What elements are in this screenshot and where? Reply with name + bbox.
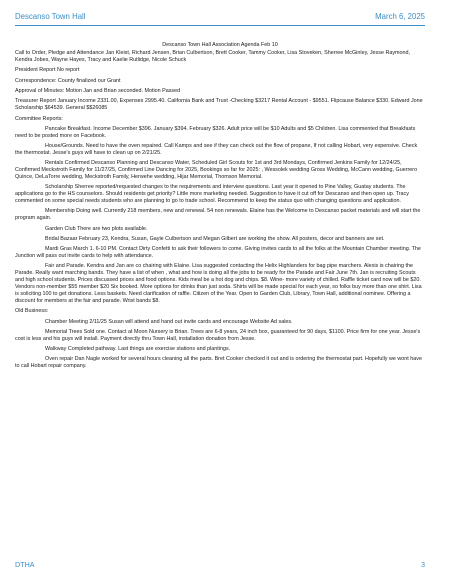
bridal-bazaar: Bridal Bazaar February 23, Kendra, Susan, Gayle Culbertson and Megan Gilbert are working the show. All posters, decor and banners are set. bbox=[45, 235, 385, 242]
chamber-meeting: Chamber Meeting 2/11/25 Susan will attend and hand out invite cards and encourage Website Ad sales. bbox=[45, 318, 293, 325]
rentals: Rentals Confirmed Descanso Planning and Descanso Water, Scheduled Girl Scouts for 1st and 3rd Mondays, Confirmed Jenkins Family for 12/24/25, Confirmed Meckstroth Family for 11/27/25, Confirmed Line Dancing for 2025, Bookings so far for 2025: , Wessolek wedding Gross Wedding, McCann wedding, Guerrero Quince, DeLaTorre wedding, Meckstroth Family, Herwehe wedding, Hijar Memorial, Thomson Memorial. bbox=[15, 160, 418, 181]
old-business-heading: Old Business: bbox=[15, 308, 49, 315]
document-body bbox=[15, 42, 425, 374]
president-report: President Report No report bbox=[15, 67, 80, 74]
scholarship: Scholarship Sherree reported/requested changes to the requirements and interview questions. Last year it opened to Pine Valley, Guatay students. The applications go to the HS counselors. Should residents get priority? Little more marketing needed. Suggestion to have it cut off for Descanso and then open up. Tracy commented on some special needs students who are planning to go to trade school. Recommend to keep the status quo with changing questions and application. bbox=[15, 184, 409, 205]
page-number: 3 bbox=[421, 560, 425, 569]
page-footer bbox=[15, 560, 425, 570]
mardi-gras: Mardi Gras March 1. 6-10 PM. Contact Dirty Confetti to ask their followers to come. Giving invites cards to all the folks at the Mountain Chamber meeting. The Junction will pass out invite cards to help with attendance. bbox=[15, 246, 421, 260]
walkway: Walkway Completed pathway. Last things are exercise stations and plantings. bbox=[45, 346, 231, 353]
oven-repair: Oven repair Dan Nagle worked for several hours cleaning all the parts. Bret Cooker checked it out and is ordering the thermostat part. Hopefully we wont have to call Hobart repair company. bbox=[15, 356, 422, 370]
attendance-paragraph: Call to Order, Pledge and Attendance Jan Kleist, Richard Jensen, Brian Culbertson, Brett Cooker, Tammy Cooker, Lisa Stoveken, Sherree McGinley, Jesse Raymond, Kendra Jobes, Wayne Hayes, Tracy and Kaelie Rutlidge, Nicole Schuck bbox=[15, 50, 411, 64]
footer-label: DTHA bbox=[15, 560, 35, 569]
agenda-title: Descanso Town Hall Association Agenda Feb 10 bbox=[162, 42, 278, 48]
approval-of-minutes: Approval of Minutes: Motion Jan and Brian seconded. Motion Passed bbox=[15, 88, 181, 94]
header-date: March 6, 2025 bbox=[375, 12, 425, 21]
fair-and-parade: Fair and Parade. Kendra and Jan are co chairing with Elaine. Lisa suggested contacting the Helix Highlanders for bag pipe marchers. Alexis is chairing the Parade. Really want marching bands. They have a list of when , what and how is doing all the jobs to be ready for the Parade and Fair June 7th. Jan is recruiting Scouts and high school students. Prices discussed prices and food options. Kids meal be a hot dog and chips. $8. Wine- more variety of chilled. Raffle ticket card now will be $20. Vendors non-member $55 member $20 Six booked. More options for drinks than just soda. Shirts will be made special for each year, so folks buy more than one shirt. Lisa is soliciting 100 to get donations. Less baskets. Need clarification of raffle. Citizen of the Year. Open to Garden Club, Library, Town Hall, additional nominee. Offering a discount for members at the fair and parade. Wrist bands $8. bbox=[15, 263, 422, 304]
garden-club: Garden Club There are two plots available. bbox=[45, 225, 148, 232]
header-divider bbox=[15, 25, 425, 26]
pancake-breakfast: Pancake Breakfast. Income December $396. January $394. February $326. Adult price will be $10 Adults and $5 Children. Lisa commented that Breakfasts need to be posted more on Facebook. bbox=[15, 125, 416, 139]
correspondence: Correspondence: County finalized our Grant bbox=[15, 77, 121, 84]
header-organization: Descanso Town Hall bbox=[15, 12, 86, 21]
committee-reports-heading: Committee Reports: bbox=[15, 115, 63, 122]
membership: Membership Doing well. Currently 218 members, new and renewal. 54 non renewals. Elaine has the Welcome to Descanso packet materials and will start the program again. bbox=[15, 208, 421, 222]
memorial-trees: Memorial Trees Sold one. Contact at Moon Nursery is Brian. Trees are 6-8 years, 24 inch box, guaranteed for 90 days, $1100. Price firm for one year. Jesse's cost is less and his guys will install. Payment directly thru Town Hall, installation donation from Jesse. bbox=[15, 328, 421, 342]
house-grounds: House/Grounds. Need to have the oven repaired. Call Kamps and see if they can check out the flow of propane, If not calling Hobart, very expensive. Check the thermostat. Jesse's guys will have to clean up on 2/21/25. bbox=[15, 143, 418, 156]
treasurer-report: Treasurer Report January Income 2331.00, Expenses 2995.40. California Bank and Trust -Checking $3217 Rental Account - $9551. Flipcause Balance $330. Edward Jone Scholarship $64539. General $$26085 bbox=[15, 98, 423, 112]
page-header bbox=[0, 0, 454, 32]
